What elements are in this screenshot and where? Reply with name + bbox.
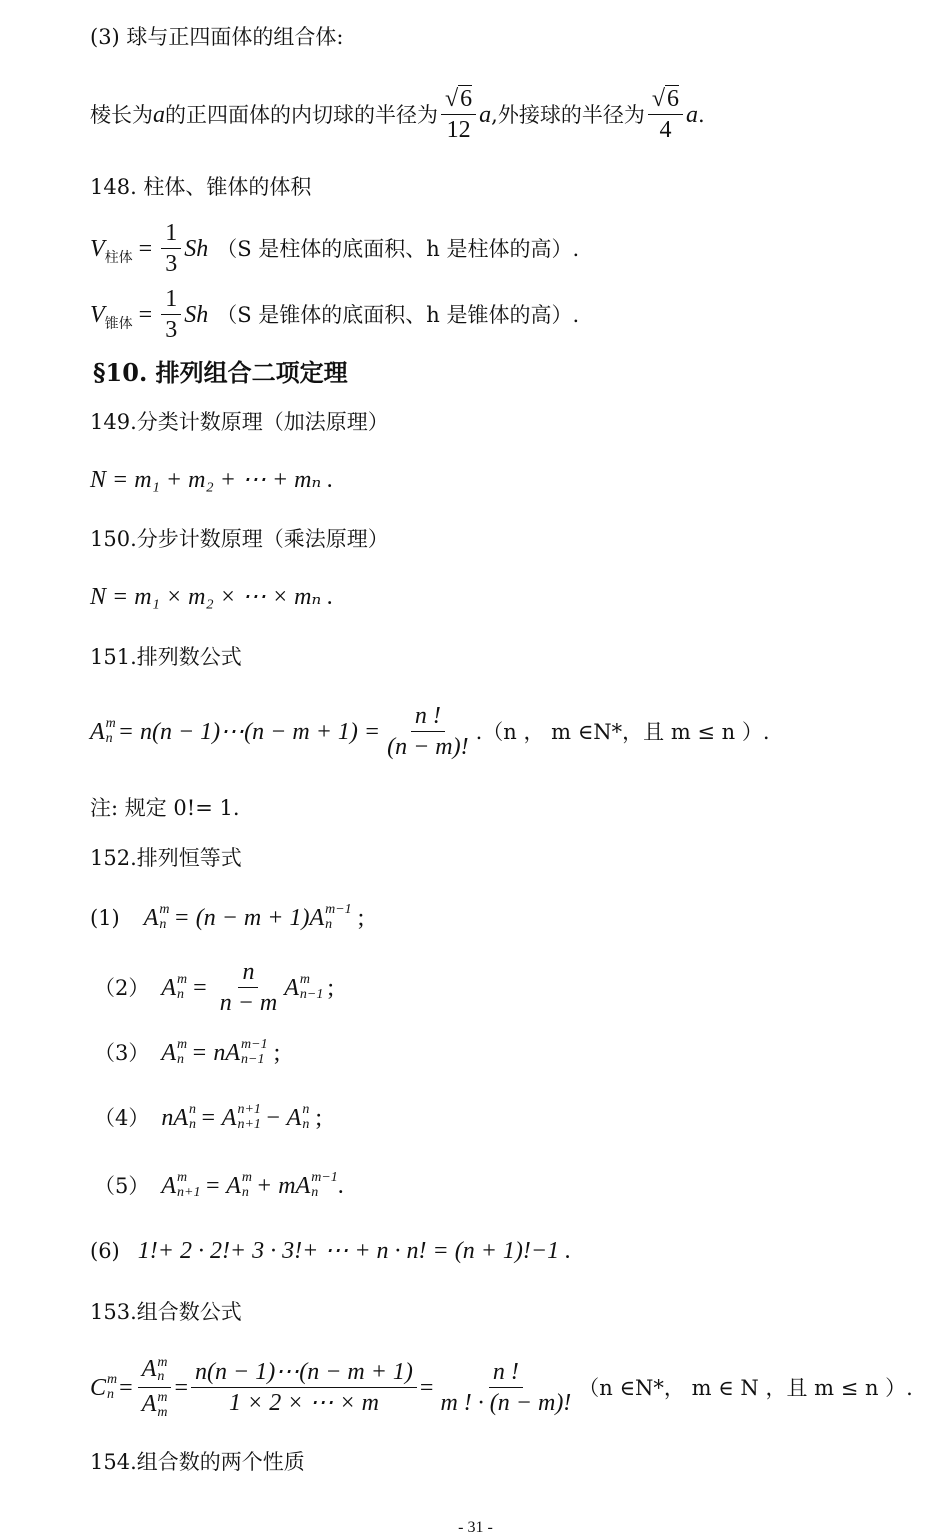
text: . (698, 102, 705, 127)
identity-3: （3） A m n = nA m−1 n−1 ; (94, 1037, 281, 1067)
radicand: 6 (667, 85, 680, 112)
volume-cone-formula: V $_{锥体}$ = $\frac{1}{3}$ Sh （S 是锥体的底面积、h 是锥体的高）. (90, 285, 580, 343)
denominator: 4 (659, 117, 672, 143)
label: （4） (94, 1105, 150, 1130)
identity-6 (90, 1239, 571, 1263)
label: （2） (94, 975, 150, 1000)
identity-1: (1) A m n = (n − m + 1)A m−1 n ; (90, 902, 365, 932)
heading-154: 154.组合数的两个性质 (90, 1450, 305, 1474)
fraction-one-third: $\frac{1}{3}$ (161, 221, 181, 277)
identity-body: 1!+ 2 · 2!+ 3 · 3!+ ⋯ + n · n! = (n + 1)!−1 . (137, 1238, 572, 1264)
fraction-one-third: $\frac{1}{3}$ (161, 287, 181, 343)
identity-2: （2） A m n = $\frac{n}{n - m}$ A m n−1 ; (94, 958, 335, 1016)
denominator: (n − m)! (387, 734, 469, 760)
subscript: 柱体 (104, 250, 133, 266)
sphere-radius-line (90, 80, 705, 150)
subscript: 锥体 (104, 316, 133, 332)
fraction-circumscribed: $\frac{√6}{4}$ (648, 87, 683, 143)
text: 的正四面体的内切球的半径为 (165, 102, 438, 127)
fraction-inscribed: $\frac{√6}{12}$ (441, 87, 476, 143)
identity-5: （5） A m n+1 = A m n + mA m−1 n . (94, 1170, 344, 1200)
fraction (383, 704, 473, 760)
formula-153: C m n = A m n A m m = $\frac{n(n - 1)\cdots(n - m + 1)}{1 \times 2 \times \cdots \times m}$ = $\frac{n !}{m ! \cdot (n - m)!}$ （n ∈N*， m ∈ N ，且 m ≤ n ）. (90, 1354, 913, 1420)
radicand: 6 (460, 85, 473, 112)
var-a: a (479, 102, 492, 128)
formula-151: A m n = n(n − 1)⋯(n − m + 1) = $\frac{n !}{(n - m)!}$ .（n ， m ∈N*，且 m ≤ n ）. (90, 702, 770, 760)
formula-note: （S 是柱体的底面积、h 是柱体的高）. (216, 236, 580, 261)
formula-150: N = m₁ × m₂ × ⋯ × mₙ . (90, 584, 334, 610)
heading-151: 151.排列数公式 (90, 645, 242, 669)
volume-prism-formula: V $_{柱体}$ = $\frac{1}{3}$ Sh （S 是柱体的底面积、h 是柱体的高）. (90, 219, 580, 277)
formula-note: （S 是锥体的底面积、h 是锥体的高）. (216, 302, 580, 327)
label: (1) (90, 905, 120, 930)
heading-152: 152.排列恒等式 (90, 846, 242, 870)
subsection-3: (3) 球与正四面体的组合体: (90, 25, 344, 49)
heading-150: 150.分步计数原理（乘法原理） (90, 527, 389, 551)
condition: .（n ， m ∈N*，且 m ≤ n ）. (475, 719, 770, 744)
condition: （n ∈N*， m ∈ N ，且 m ≤ n ）. (578, 1375, 913, 1400)
formula-149: N = m₁ + m₂ + ⋯ + mₙ . (90, 467, 334, 493)
heading-148: 148. 柱体、锥体的体积 (90, 175, 312, 199)
label: (6) (90, 1238, 120, 1263)
section-title: §10. 排列组合二项定理 (93, 358, 348, 387)
page-number: - 31 - (458, 1519, 493, 1536)
note-factorial: 注: 规定 0!= 1. (90, 796, 240, 820)
expansion: = n(n − 1)⋯(n − m + 1) = (117, 719, 381, 745)
var-a: a (153, 102, 165, 128)
label: （3） (94, 1040, 150, 1065)
var-a: a (686, 102, 699, 128)
text: ,外接球的半径为 (491, 102, 645, 127)
numerator: n ! (411, 704, 445, 732)
heading-153: 153.组合数公式 (90, 1300, 242, 1324)
identity-4: （4） nA n n = A n+1 n+1 − A n n ; (94, 1102, 323, 1132)
text: 棱长为 (90, 102, 153, 127)
label: （5） (94, 1173, 150, 1198)
heading-149: 149.分类计数原理（加法原理） (90, 410, 389, 434)
denominator: 12 (446, 117, 471, 143)
